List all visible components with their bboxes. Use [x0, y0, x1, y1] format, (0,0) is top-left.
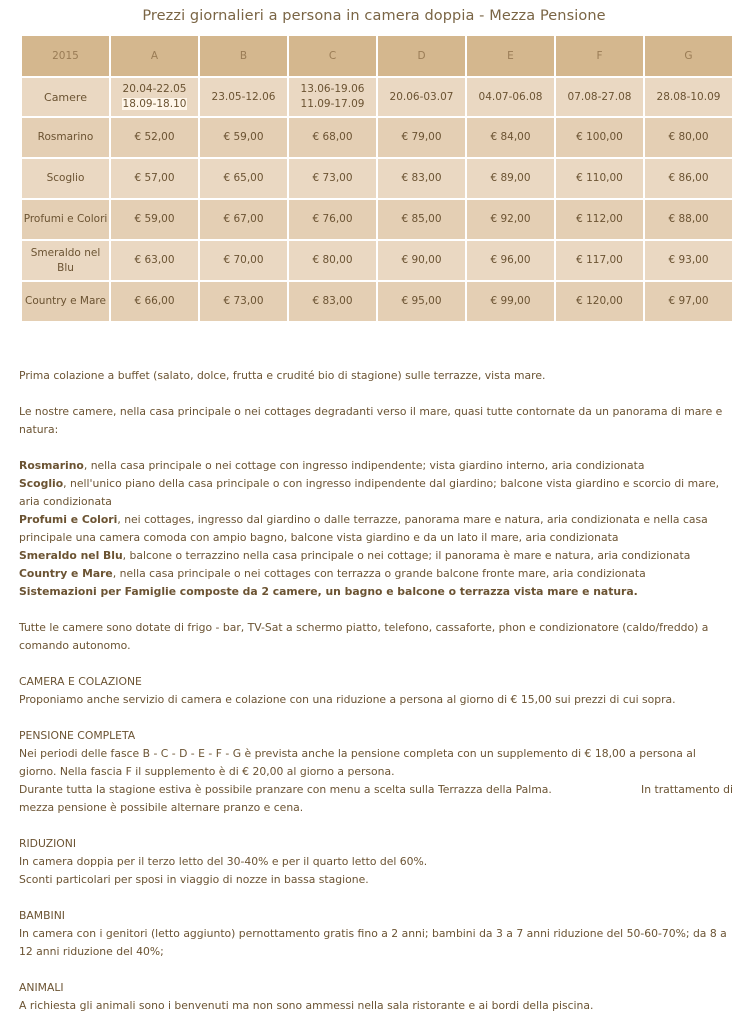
price-cell: € 80,00 — [289, 241, 376, 280]
children-text: In camera con i genitori (letto aggiunto) pernottamento gratis fino a 2 anni; bambini da 3 a 7 anni riduzione del 50-60-70%; da 8 a 12 anni riduzione del 40%; — [19, 927, 727, 958]
room-description: Rosmarino, nella casa principale o nei cottage con ingresso indipendente; vista giardino interno, aria condizionata — [19, 459, 645, 472]
price-cell: € 88,00 — [645, 200, 732, 239]
price-cell: € 83,00 — [289, 282, 376, 321]
price-cell: € 79,00 — [378, 118, 465, 157]
section-heading-pets: ANIMALI — [19, 981, 64, 994]
families-text: Sistemazioni per Famiglie composte da 2 camere, un bagno e balcone o terrazza vista mare e natura. — [19, 585, 638, 598]
section-heading-bb: CAMERA E COLAZIONE — [19, 675, 142, 688]
price-cell: € 110,00 — [556, 159, 643, 198]
price-cell: € 65,00 — [200, 159, 287, 198]
price-cell: € 57,00 — [111, 159, 198, 198]
room-type-cell: Profumi e Colori — [22, 200, 109, 239]
table-header-row — [22, 36, 732, 76]
breakfast-text: Prima colazione a buffet (salato, dolce, frutta e crudité bio di stagione) sulle terrazze, vista mare. — [19, 369, 546, 382]
room-type-cell: Country e Mare — [22, 282, 109, 321]
price-cell: € 120,00 — [556, 282, 643, 321]
date-cell — [200, 78, 287, 116]
price-cell: € 67,00 — [200, 200, 287, 239]
room-type-cell: Rosmarino — [22, 118, 109, 157]
price-table — [20, 34, 734, 323]
room-name: Smeraldo nel Blu — [19, 549, 123, 562]
price-cell: € 83,00 — [378, 159, 465, 198]
price-cell: € 85,00 — [378, 200, 465, 239]
price-cell: € 93,00 — [645, 241, 732, 280]
column-header: C — [289, 36, 376, 76]
room-name: Country e Mare — [19, 567, 113, 580]
date-range: 23.05-12.06 — [211, 90, 276, 103]
date-cell — [467, 78, 554, 116]
date-range: 28.08-10.09 — [656, 90, 721, 103]
price-cell: € 86,00 — [645, 159, 732, 198]
column-header: F — [556, 36, 643, 76]
section-heading-reductions: RIDUZIONI — [19, 837, 77, 850]
date-cell — [378, 78, 465, 116]
price-cell: € 99,00 — [467, 282, 554, 321]
date-range: 20.04-22.05 — [122, 83, 187, 95]
date-cell — [289, 78, 376, 116]
room-name: Profumi e Colori — [19, 513, 118, 526]
price-cell: € 52,00 — [111, 118, 198, 157]
price-cell: € 73,00 — [289, 159, 376, 198]
room-description: Smeraldo nel Blu, balcone o terrazzino nella casa principale o nei cottage; il panorama è mare e natura, aria condizionata — [19, 549, 691, 562]
section-heading-full-board: PENSIONE COMPLETA — [19, 729, 136, 742]
year-header: 2015 — [22, 36, 109, 76]
price-cell: € 59,00 — [200, 118, 287, 157]
table-row — [22, 159, 732, 198]
amenities-text: Tutte le camere sono dotate di frigo - bar, TV-Sat a schermo piatto, telefono, cassaforte, phon e condizionatore (caldo/freddo) a comando autonomo. — [19, 621, 709, 652]
table-row — [22, 241, 732, 280]
room-description: Country e Mare, nella casa principale o nei cottages con terrazza o grande balcone fronte mare, aria condizionata — [19, 567, 646, 580]
date-range: 11.09-17.09 — [300, 98, 365, 110]
full-board-text: Nei periodi delle fasce B - C - D - E - F - G è prevista anche la pensione completa con un supplemento di € 18,00 a persona al giorno. Nella fascia F il supplemento è di € 20,00 al giorno a persona. — [19, 747, 696, 778]
price-cell: € 112,00 — [556, 200, 643, 239]
table-row — [22, 200, 732, 239]
price-cell: € 96,00 — [467, 241, 554, 280]
price-cell: € 95,00 — [378, 282, 465, 321]
room-description: Scoglio, nell'unico piano della casa principale o con ingresso indipendente dal giardino; balcone vista giardino e scorcio di mare, aria condizionata — [19, 477, 720, 508]
date-cell — [645, 78, 732, 116]
column-header: B — [200, 36, 287, 76]
column-header: A — [111, 36, 198, 76]
date-range: 20.06-03.07 — [389, 90, 454, 103]
description-content — [19, 367, 735, 1015]
date-range-highlighted: 18.09-18.10 — [122, 98, 187, 110]
price-cell: € 90,00 — [378, 241, 465, 280]
dates-row-label: Camere — [22, 78, 109, 116]
bb-text: Proponiamo anche servizio di camera e colazione con una riduzione a persona al giorno di € 15,00 sui prezzi di cui sopra. — [19, 693, 676, 706]
date-cell — [556, 78, 643, 116]
section-heading-children: BAMBINI — [19, 909, 65, 922]
dates-row — [22, 78, 732, 116]
page-title: Prezzi giornalieri a persona in camera doppia - Mezza Pensione — [142, 8, 606, 24]
pets-text: A richiesta gli animali sono i benvenuti ma non sono ammessi nella sala ristorante e ai bordi della piscina. — [19, 999, 594, 1012]
price-cell: € 66,00 — [111, 282, 198, 321]
date-cell — [111, 78, 198, 116]
room-type-cell: Scoglio — [22, 159, 109, 198]
price-cell: € 92,00 — [467, 200, 554, 239]
price-cell: € 84,00 — [467, 118, 554, 157]
price-cell: € 63,00 — [111, 241, 198, 280]
date-range: 13.06-19.06 — [300, 83, 365, 95]
column-header: E — [467, 36, 554, 76]
price-cell: € 76,00 — [289, 200, 376, 239]
price-cell: € 89,00 — [467, 159, 554, 198]
date-range: 04.07-06.08 — [478, 90, 543, 103]
room-name: Scoglio — [19, 477, 64, 490]
reductions-text: In camera doppia per il terzo letto del 30-40% e per il quarto letto del 60%. — [19, 855, 428, 868]
reductions-text-2: Sconti particolari per sposi in viaggio di nozze in bassa stagione. — [19, 873, 369, 886]
price-cell: € 80,00 — [645, 118, 732, 157]
table-row — [22, 282, 732, 321]
room-type-cell: Smeraldo nel Blu — [22, 241, 109, 280]
table-row — [22, 118, 732, 157]
price-cell: € 73,00 — [200, 282, 287, 321]
price-cell: € 68,00 — [289, 118, 376, 157]
column-header: D — [378, 36, 465, 76]
price-cell: € 97,00 — [645, 282, 732, 321]
room-name: Rosmarino — [19, 459, 84, 472]
column-header: G — [645, 36, 732, 76]
price-cell: € 59,00 — [111, 200, 198, 239]
price-cell: € 100,00 — [556, 118, 643, 157]
date-range: 07.08-27.08 — [567, 90, 632, 103]
room-description: Profumi e Colori, nei cottages, ingresso dal giardino o dalle terrazze, panorama mare e natura, aria condizionata e nella casa principale una camera comoda con ampio bagno, balcone vista giardino e da un lato il mare, aria condizionata — [19, 513, 708, 544]
price-cell: € 117,00 — [556, 241, 643, 280]
full-board-text-2: Durante tutta la stagione estiva è possibile pranzare con menu a scelta sulla Terrazza della Palma. In trattamento di mezza pensione è possibile alternare pranzo e cena. — [19, 783, 737, 814]
rooms-intro-text: Le nostre camere, nella casa principale o nei cottages degradanti verso il mare, quasi tutte contornate da un panorama di mare e natura: — [19, 405, 723, 436]
price-cell: € 70,00 — [200, 241, 287, 280]
